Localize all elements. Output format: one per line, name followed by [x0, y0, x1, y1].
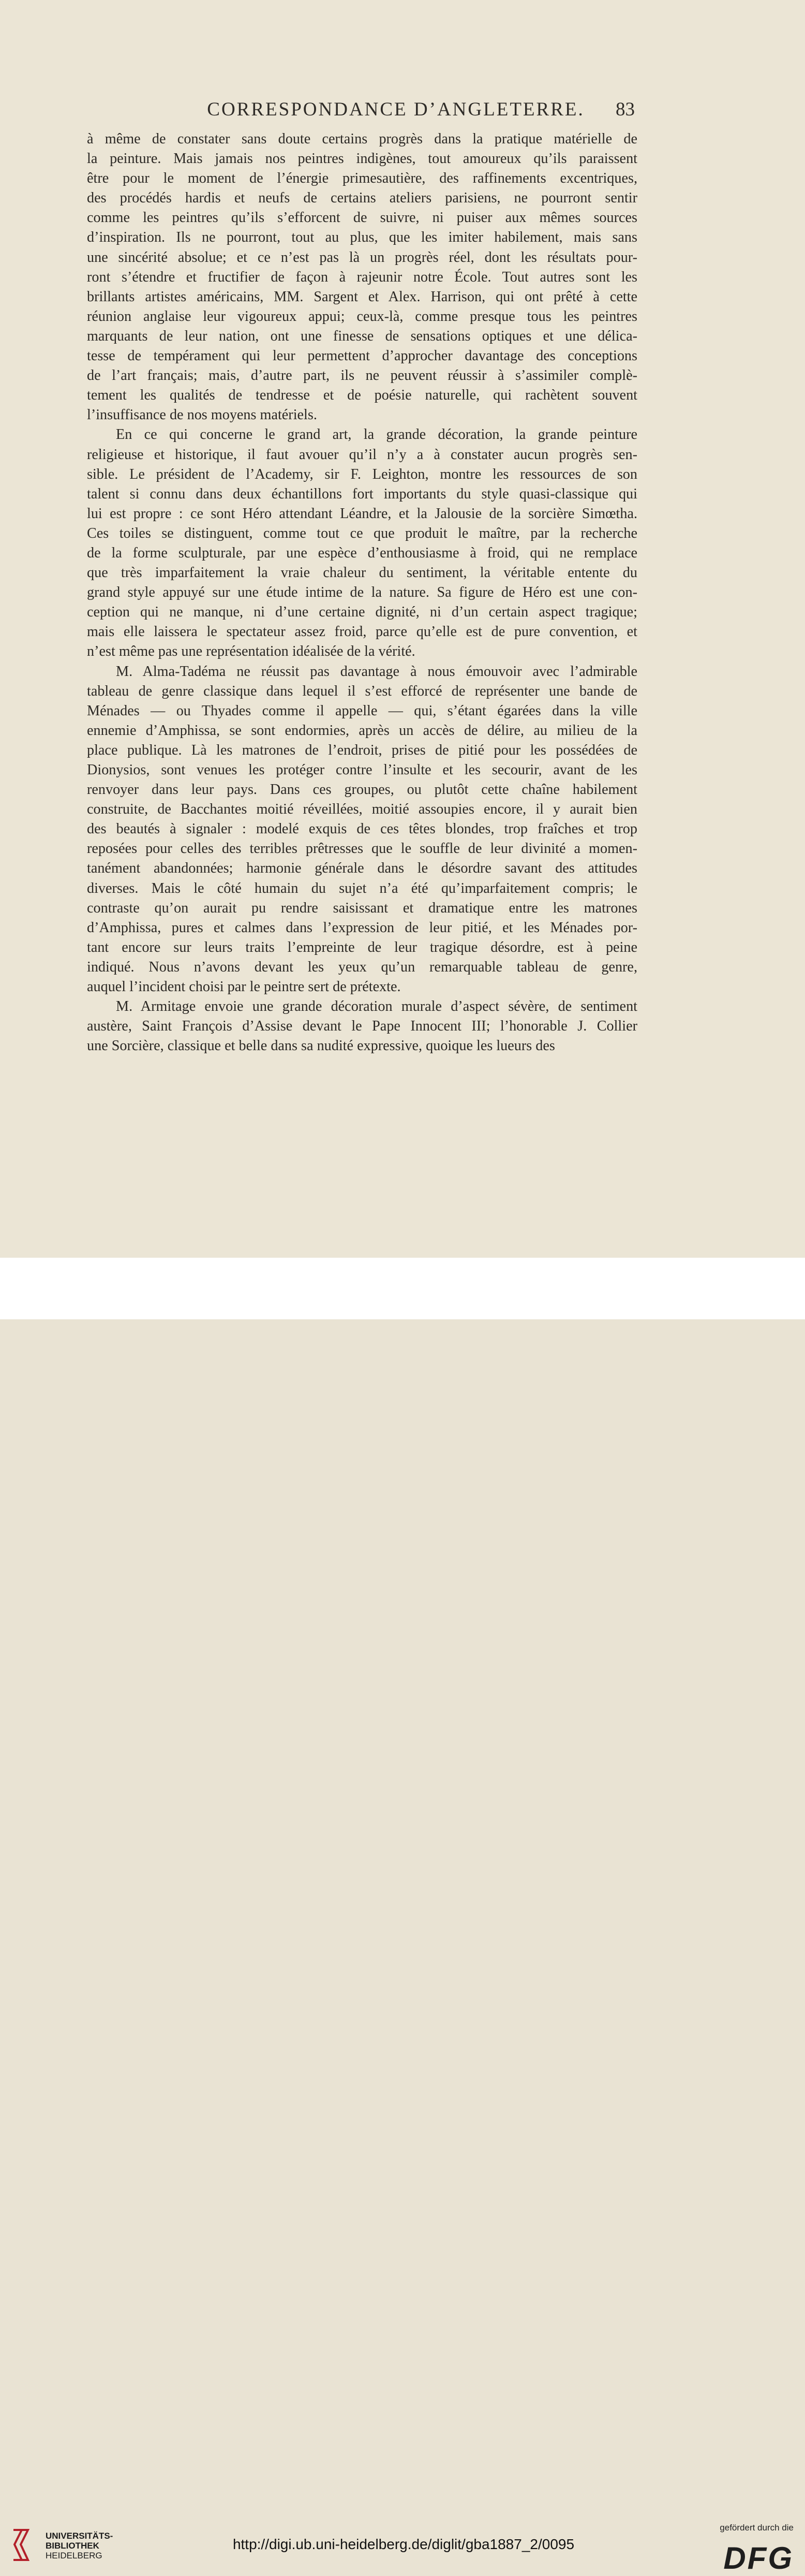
text-line: réunion anglaise leur vigoureux appui; ceux-là, comme presque tous les peintres [87, 308, 637, 325]
text-line: Dionysios, sont venues les protéger contre l’insulte et les secourir, avant de les [87, 762, 637, 778]
text-line: place publique. Là les matrones de l’endroit, prises de pitié pour les possédées de [87, 742, 637, 758]
text-line: mais elle laissera le spectateur assez froid, parce qu’elle est de pure convention, et [87, 624, 637, 640]
text-line: sible. Le président de l’Academy, sir F. Leighton, montre les ressources de son [87, 466, 637, 482]
text-line: ennemie d’Amphissa, se sont endormies, après un accès de délire, au milieu de la [87, 722, 637, 739]
text-line: reposées pour celles des terribles prêtresses que le souffle de leur divinité a momen- [87, 841, 637, 857]
text-line: Ménades — ou Thyades comme il appelle — qui, s’étant égarées dans la ville [87, 702, 637, 719]
text-line: brillants artistes américains, MM. Sargent et Alex. Harrison, qui ont prêté à cette [87, 288, 637, 305]
text-line: M. Armitage envoie une grande décoration murale d’aspect sévère, de sentiment [116, 998, 637, 1015]
library-name-line: HEIDELBERG [46, 2551, 102, 2560]
text-line: indiqué. Nous n’avons devant les yeux qu’un remarquable tableau de genre, [87, 959, 637, 975]
library-name-line: BIBLIOTHEK [46, 2541, 99, 2551]
text-line: de la forme sculpturale, par une espèce d’enthousiasme à froid, qui ne remplace [87, 544, 637, 561]
text-line: tableau de genre classique dans lequel il s’est efforcé de représenter une bande de [87, 683, 637, 699]
text-line: diverses. Mais le côté humain du sujet n’a été qu’imparfaitement compris; le [87, 880, 637, 896]
text-line: être pour le moment de l’énergie primesautière, des raffinements excentriques, [87, 170, 637, 187]
text-line: une Sorcière, classique et belle dans sa nudité expressive, quoique les lueurs des [87, 1038, 555, 1054]
text-line: marquants de leur nation, ont une finesse de sensations optiques et une délica- [87, 328, 637, 344]
paragraph [87, 997, 637, 1056]
text-line: l’insuffisance de nos moyens matériels. [87, 407, 317, 423]
text-line: tement les qualités de tendresse et de poésie naturelle, qui rachètent souvent [87, 387, 637, 404]
library-name-line: UNIVERSITÄTS- [46, 2531, 113, 2541]
text-line: renvoyer dans leur pays. Dans ces groupes, ou plutôt cette chaîne habilement [87, 782, 637, 798]
paragraph [87, 129, 637, 425]
text-line: talent si connu dans deux échantillons fort importants du style quasi-classique qui [87, 485, 637, 502]
text-line: n’est même pas une représentation idéalisée de la vérité. [87, 643, 415, 660]
text-line: tant encore sur leurs traits l’empreinte de leur tragique désordre, est à peine [87, 939, 637, 955]
text-line: ception qui ne manque, ni d’une certaine dignité, ni d’un certain aspect tragique; [87, 604, 637, 621]
text-line: En ce qui concerne le grand art, la grande décoration, la grande peinture [116, 426, 637, 443]
funder-logo: DFG [723, 2541, 794, 2575]
text-line: de l’art français; mais, d’autre part, ils ne peuvent réussir à s’assimiler complè- [87, 367, 637, 384]
text-line: grand style appuyé sur une étude intime de la nature. Sa figure de Héro est une con- [87, 584, 637, 601]
text-line: M. Alma-Tadéma ne réussit pas davantage à nous émouvoir avec l’admirable [116, 663, 637, 680]
text-line: à même de constater sans doute certains progrès dans la pratique matérielle de [87, 131, 637, 147]
text-line: d’inspiration. Ils ne pourront, tout au plus, que les imiter habilement, mais sans [87, 229, 637, 246]
text-line: des beautés à signaler : modelé exquis de ces têtes blondes, trop fraîches et trop [87, 821, 637, 837]
text-line: religieuse et historique, il faut avouer qu’il n’y a à constater aucun progrès sen- [87, 446, 637, 463]
library-name [46, 2531, 113, 2560]
text-line: auquel l’incident choisi par le peintre sert de prétexte. [87, 979, 401, 995]
library-logo-icon [9, 2527, 33, 2563]
text-line: une sincérité absolue; et ce n’est pas là un progrès réel, dont les résultats pour- [87, 249, 637, 266]
text-line: d’Amphissa, pures et calmes dans l’expression de leur pitié, et les Ménades por- [87, 919, 637, 936]
text-line: lui est propre : ce sont Héro attendant Léandre, et la Jalousie de la sorcière Simœtha. [87, 505, 637, 522]
text-line: tesse de tempérament qui leur permettent d’approcher davantage des conceptions [87, 348, 637, 364]
text-line: construite, de Bacchantes moitié réveillées, moitié assoupies encore, il y aurait bien [87, 801, 637, 818]
text-line: comme les peintres qu’ils s’efforcent de suivre, ni puiser aux mêmes sources [87, 210, 637, 226]
text-line: que très imparfaitement la vraie chaleur du sentiment, la véritable entente du [87, 565, 637, 581]
paragraph [87, 662, 637, 997]
paragraph [87, 425, 637, 661]
text-line: austère, Saint François d’Assise devant le Pape Innocent III; l’honorable J. Collier [87, 1018, 637, 1035]
body-text [87, 129, 637, 1056]
text-line: des procédés hardis et neufs de certains ateliers parisiens, ne pourront sentir [87, 190, 637, 207]
text-line: ront s’étendre et fructifier de façon à rajeunir notre École. Tout autres sont les [87, 269, 637, 285]
scanned-page [0, 0, 805, 1258]
permalink-url[interactable]: http://digi.ub.uni-heidelberg.de/diglit/gba1887_2/0095 [232, 2536, 575, 2552]
text-line: tanément abandonnées; harmonie générale dans le désordre savant des attitudes [87, 860, 637, 877]
text-line: la peinture. Mais jamais nos peintres indigènes, tout amoureux qu’ils paraissent [87, 151, 637, 167]
funder-note: gefördert durch die [720, 2523, 794, 2533]
text-line: Ces toiles se distinguent, comme tout ce que produit le maître, par la recherche [87, 525, 637, 541]
text-line: contraste qu’on aurait pu rendre saisissant et dramatique entre les matrones [87, 900, 637, 916]
running-title: CORRESPONDANCE D’ANGLETERRE. [207, 99, 585, 120]
digitization-footer [0, 1258, 805, 2575]
page-number: 83 [616, 99, 635, 120]
